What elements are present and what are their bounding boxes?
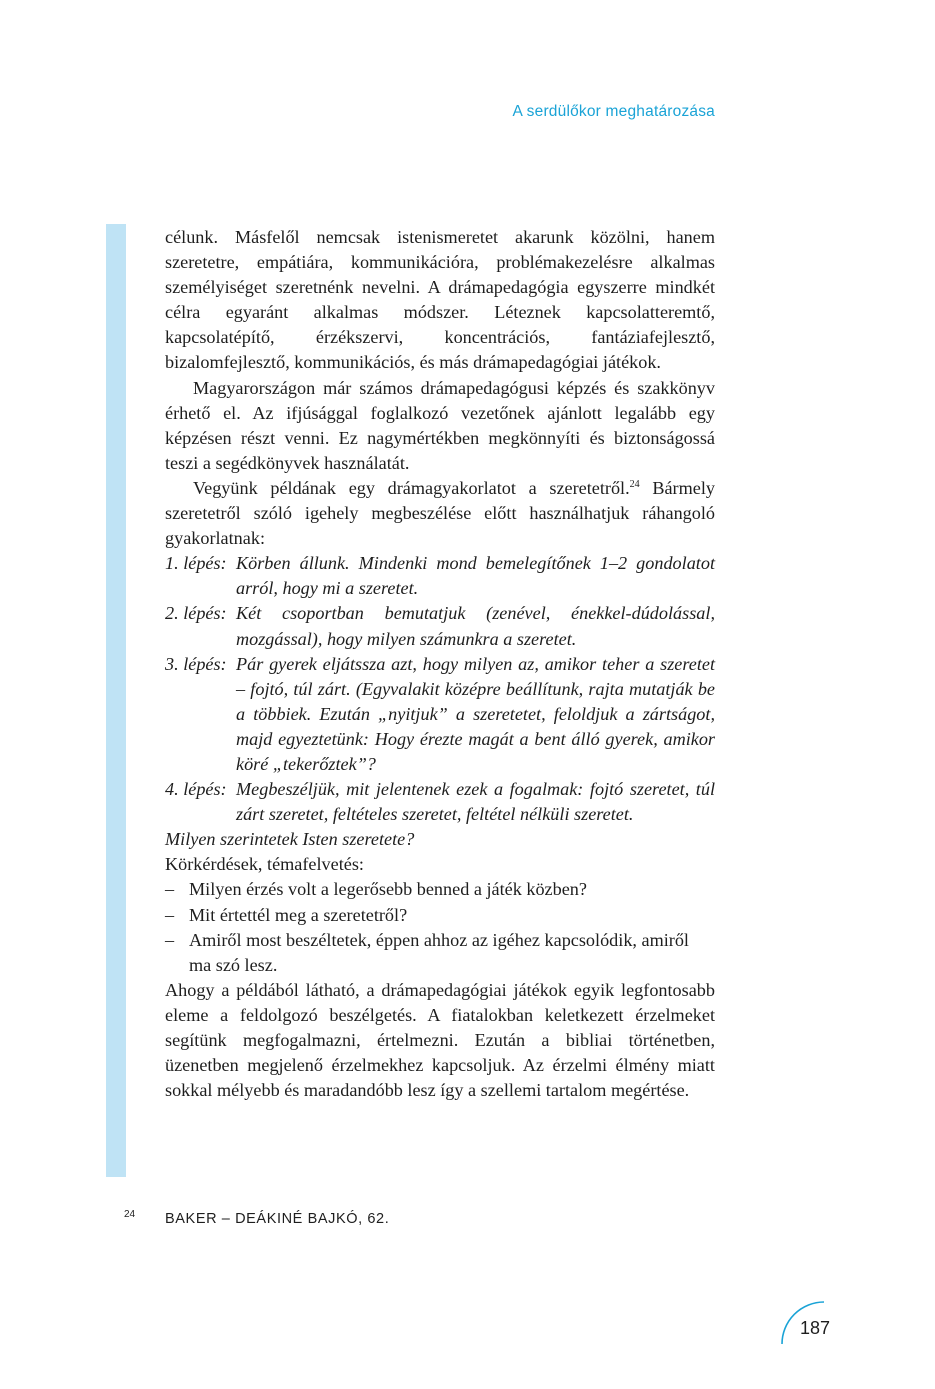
step-3 — [165, 652, 715, 777]
step-4 — [165, 777, 715, 827]
step-text: Körben állunk. Mindenki mond bemelegítőnek 1–2 gondolatot arról, hogy mi a szeretet. — [236, 553, 715, 599]
paragraph-2: Magyarországon már számos drámapedagógusi képzés és szakkönyv érhető el. Az ifjúsággal foglalkozó vezetőnek ajánlott legalább egy képzésen részt venni. Ez nagymértékben megkönnyíti és biztonságossá teszi a segédkönyvek használatát. — [165, 377, 715, 473]
step-text: Megbeszéljük, mit jelentenek ezek a fogalmak: fojtó szeretet, túl zárt szeretet, feltételes szeretet, feltétel nélküli szeretet. — [236, 779, 715, 825]
step-2 — [165, 601, 715, 651]
step-text: Két csoportban bemutatjuk (zenével, énekkel-dúdolással, mozgással), hogy milyen számunkra a szeretet. — [236, 603, 715, 649]
bullet-text: Amiről most beszéltetek, éppen ahhoz az igéhez kapcsolódik, amiről ma szó lesz. — [189, 929, 689, 975]
step-label: 1. lépés: — [165, 553, 227, 574]
page-number: 187 — [800, 1318, 831, 1338]
bullet-item — [165, 903, 715, 928]
footnote-ref: 24 — [629, 478, 640, 490]
bullet-item — [165, 928, 715, 978]
step-label: 2. lépés: — [165, 603, 227, 624]
round-questions-label: Körkérdések, témafelvetés: — [165, 854, 364, 875]
main-text — [165, 225, 715, 1103]
closing-paragraph: Ahogy a példából látható, a drámapedagógiai játékok egyik legfontosabb eleme a feldolgozó beszélgetés. A fiatalokban keletkezett érzelmeket segítünk megfogalmazni, értelmezni. Ezután a bibliai történetben, üzenetben megjelenő érzelmekhez kapcsoljuk. Az érzelmi élmény miatt sokkal mélyebb és maradandóbb lesz így a szellemi tartalom megértése. — [165, 979, 715, 1101]
dash-mark: – — [165, 879, 175, 900]
side-bar — [106, 224, 126, 1177]
step-text: Pár gyerek eljátssza azt, hogy milyen az, amikor teher a szeretet – fojtó, túl zárt. (Egyvalakit középre beállítunk, rajta mutatják be a többiek. Ezután „nyitjuk” a szeretetet, feloldjuk a zártságot, majd egyeztetünk: Hogy érezte magát a bent álló gyerek, amikor köré „tekerőztek”? — [236, 653, 715, 774]
footnote-number: 24 — [124, 1209, 136, 1220]
paragraph-3-start: Vegyünk példának egy drámagyakorlatot a szeretetről. — [193, 477, 630, 498]
footnote-text: BAKER – DEÁKINÉ BAJKÓ, 62. — [165, 1211, 390, 1227]
step-1 — [165, 551, 715, 601]
step-label: 3. lépés: — [165, 653, 227, 674]
question: Milyen szerintetek Isten szeretete? — [165, 829, 415, 850]
paragraph-3 — [165, 476, 715, 551]
paragraph-1: célunk. Másfelől nemcsak istenismeretet akarunk közölni, hanem szeretetre, empátiára, kommunikációra, problémakezelésre alkalmas személyiséget szeretnénk nevelni. A drámapedagógia egyszerre mindkét célra egyaránt alkalmas módszer. Léteznek kapcsolatteremtő, kapcsolatépítő, érzékszervi, koncentrációs, fantáziafejlesztő, bizalomfejlesztő, kommunikációs, és más drámapedagógiai játékok. — [165, 227, 715, 373]
running-head: A serdülőkor meghatározása — [512, 103, 715, 120]
step-label: 4. lépés: — [165, 779, 227, 800]
dash-mark: – — [165, 904, 175, 925]
dash-mark: – — [165, 929, 175, 950]
bullet-item — [165, 877, 715, 902]
paragraph-3-end: Bármely szeretetről szóló igehely megbeszélése előtt használhatjuk ráhangoló gyakorlatnak: — [165, 477, 715, 549]
bullet-text: Milyen érzés volt a legerősebb benned a játék közben? — [189, 879, 587, 900]
bullet-text: Mit értettél meg a szeretetről? — [189, 904, 408, 925]
